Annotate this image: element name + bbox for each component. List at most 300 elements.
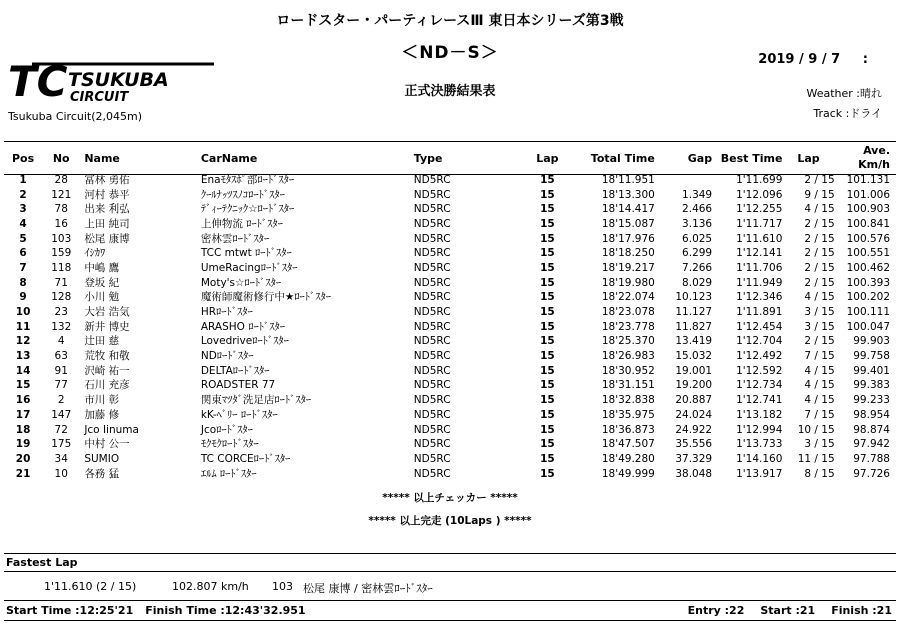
cell-pos: 18 (15, 423, 31, 436)
cell-gap: 11.127 (675, 306, 713, 319)
cell-type: ND5RC (413, 408, 451, 421)
weather-label: Weather :晴れ (806, 87, 882, 100)
cell-laps: 15 (540, 423, 555, 436)
cell-pos: 11 (15, 320, 31, 333)
cell-total-time: 18'32.838 (601, 394, 655, 407)
cell-best-lap: 2 / 15 (804, 173, 835, 186)
cell-best-lap: 2 / 15 (804, 261, 835, 274)
cell-best-time: 1'12.346 (736, 291, 783, 304)
fastest-lap-top-rule (4, 553, 896, 554)
cell-type: ND5RC (413, 350, 451, 363)
col-ave-line1: Ave. (863, 144, 890, 157)
table-top-rule (4, 141, 896, 142)
cell-best-time: 1'11.610 (736, 232, 783, 245)
cell-gap: 35.556 (675, 438, 713, 451)
cell-car-name: Lovedriveﾛｰﾄﾞｽﾀｰ (200, 335, 289, 348)
cell-pos: 7 (19, 261, 27, 274)
cell-ave-speed: 99.383 (853, 379, 890, 392)
cell-no: 132 (51, 320, 72, 333)
table-row (4, 246, 896, 261)
cell-best-lap: 4 / 15 (804, 394, 835, 407)
table-row (4, 437, 896, 452)
footer-top-rule (4, 600, 896, 601)
cell-gap: 1.349 (682, 188, 713, 201)
cell-laps: 15 (540, 306, 555, 319)
cell-total-time: 18'30.952 (601, 364, 655, 377)
cell-ave-speed: 100.047 (846, 320, 890, 333)
cell-pos: 10 (15, 306, 31, 319)
cell-car-name: 関東ﾏﾂﾀﾞ洗足店ﾛｰﾄﾞｽﾀｰ (200, 394, 312, 407)
race-date-value: 2019 / 9 / 7 (758, 52, 841, 67)
cell-gap: 19.001 (675, 364, 713, 377)
cell-laps: 15 (540, 438, 555, 451)
cell-type: ND5RC (413, 467, 451, 480)
cell-gap: 13.419 (675, 335, 713, 348)
cell-driver-name: 登坂 紀 (84, 276, 120, 289)
cell-ave-speed: 100.111 (846, 306, 890, 319)
cell-ave-speed: 98.874 (853, 423, 890, 436)
cell-no: 103 (51, 232, 72, 245)
cell-pos: 17 (15, 408, 31, 421)
cell-laps: 15 (540, 203, 555, 216)
cell-total-time: 18'17.976 (601, 232, 655, 245)
cell-ave-speed: 101.006 (846, 188, 890, 201)
cell-pos: 5 (19, 232, 27, 245)
table-row (4, 188, 896, 203)
cell-ave-speed: 99.401 (853, 364, 890, 377)
cell-best-lap: 11 / 15 (797, 452, 835, 465)
table-row (4, 423, 896, 438)
cell-type: ND5RC (413, 203, 451, 216)
cell-pos: 16 (15, 394, 31, 407)
cell-car-name: DELTAﾛｰﾄﾞｽﾀｰ (200, 364, 270, 377)
col-gap: Gap (687, 151, 713, 165)
cell-best-time: 1'11.717 (736, 217, 783, 230)
cell-gap: 37.329 (675, 452, 713, 465)
results-table (4, 143, 896, 481)
cell-pos: 19 (15, 438, 31, 451)
cell-driver-name: 各務 猛 (84, 467, 120, 480)
start-count: Start :21 (760, 604, 816, 617)
cell-gap: 3.136 (682, 217, 713, 230)
page-title: ロードスター・パーティレースⅢ 東日本シリーズ第3戦 (276, 13, 624, 29)
cell-best-time: 1'12.255 (736, 203, 783, 216)
cell-driver-name: 松尾 康博 (84, 232, 130, 245)
cell-laps: 15 (540, 350, 555, 363)
cell-best-time: 1'12.492 (736, 350, 783, 363)
cell-driver-name: 河村 恭平 (84, 188, 130, 201)
col-carname: CarName (200, 151, 258, 165)
cell-type: ND5RC (413, 335, 451, 348)
fastest-lap-time: 1'11.610 (2 / 15) (44, 580, 137, 593)
cell-no: 71 (54, 276, 68, 289)
class-name: ＜ND－S＞ (401, 43, 499, 63)
cell-total-time: 18'23.778 (601, 320, 655, 333)
cell-total-time: 18'47.507 (601, 438, 655, 451)
cell-pos: 15 (15, 379, 31, 392)
cell-laps: 15 (540, 320, 555, 333)
cell-gap: 2.466 (682, 203, 713, 216)
table-row (4, 261, 896, 276)
cell-laps: 15 (540, 452, 555, 465)
document-type: 正式決勝結果表 (404, 84, 496, 99)
cell-type: ND5RC (413, 291, 451, 304)
cell-best-time: 1'13.733 (736, 438, 783, 451)
logo-text-top: TSUKUBA (68, 69, 169, 91)
cell-best-time: 1'13.182 (736, 408, 783, 421)
cell-best-lap: 10 / 15 (797, 423, 835, 436)
table-row (4, 467, 896, 482)
cell-best-time: 1'13.917 (736, 467, 783, 480)
cell-car-name: TCC mtwt ﾛｰﾄﾞｽﾀｰ (200, 247, 292, 260)
cell-total-time: 18'15.087 (601, 217, 655, 230)
cell-car-name: Jcoﾛｰﾄﾞｽﾀｰ (200, 423, 253, 436)
entry-count: Entry :22 (687, 604, 745, 617)
cell-type: ND5RC (413, 276, 451, 289)
cell-total-time: 18'19.980 (601, 276, 655, 289)
cell-car-name: ﾃﾞｨｰﾃｸﾆｯｸ☆ﾛｰﾄﾞｽﾀｰ (200, 203, 295, 216)
cell-no: 118 (51, 261, 72, 274)
cell-laps: 15 (540, 188, 555, 201)
cell-car-name: 上伸物流 ﾛｰﾄﾞｽﾀｰ (200, 217, 283, 230)
fastest-lap-car-no: 103 (272, 580, 293, 593)
cell-pos: 13 (15, 350, 31, 363)
cell-total-time: 18'11.951 (601, 173, 655, 186)
footer-times (6, 604, 318, 617)
cell-type: ND5RC (413, 423, 451, 436)
cell-gap: 11.827 (675, 320, 713, 333)
col-total-time: Total Time (590, 151, 655, 165)
cell-total-time: 18'25.370 (601, 335, 655, 348)
cell-laps: 15 (540, 335, 555, 348)
table-row (4, 335, 896, 350)
cell-gap: 7.266 (682, 261, 713, 274)
cell-no: 10 (54, 467, 68, 480)
cell-laps: 15 (540, 276, 555, 289)
results-body (4, 173, 896, 481)
finish-time: Finish Time :12:43'32.951 (145, 604, 306, 617)
cell-best-lap: 9 / 15 (804, 188, 835, 201)
col-ave-line2: Km/h (858, 158, 890, 171)
cell-driver-name: 出来 利弘 (84, 203, 130, 216)
cell-no: 121 (51, 188, 72, 201)
finish-note: ***** 以上完走 (10Laps ) ***** (368, 515, 532, 527)
cell-type: ND5RC (413, 261, 451, 274)
cell-best-lap: 4 / 15 (804, 291, 835, 304)
cell-no: 147 (51, 408, 72, 421)
cell-no: 78 (54, 203, 68, 216)
cell-no: 159 (51, 247, 72, 260)
cell-ave-speed: 100.202 (846, 291, 890, 304)
table-row (4, 202, 896, 217)
cell-best-lap: 3 / 15 (804, 320, 835, 333)
cell-laps: 15 (540, 291, 555, 304)
cell-pos: 14 (15, 364, 31, 377)
cell-driver-name: 新井 博史 (84, 320, 130, 333)
cell-no: 77 (54, 379, 68, 392)
cell-laps: 15 (540, 261, 555, 274)
cell-ave-speed: 100.903 (846, 203, 890, 216)
cell-car-name: ｴﾙﾑ ﾛｰﾄﾞｽﾀｰ (200, 467, 257, 480)
logo-text-bottom: CIRCUIT (70, 90, 129, 104)
cell-no: 16 (54, 217, 68, 230)
cell-best-lap: 7 / 15 (804, 408, 835, 421)
cell-type: ND5RC (413, 232, 451, 245)
cell-laps: 15 (540, 173, 555, 186)
col-best-lap: Lap (797, 151, 820, 165)
cell-ave-speed: 97.788 (853, 452, 890, 465)
footer-counts (672, 604, 892, 617)
cell-driver-name: 大岩 浩気 (84, 306, 130, 319)
cell-total-time: 18'23.078 (601, 306, 655, 319)
cell-gap: 20.887 (675, 394, 713, 407)
cell-ave-speed: 99.233 (853, 394, 890, 407)
cell-laps: 15 (540, 247, 555, 260)
cell-type: ND5RC (413, 394, 451, 407)
cell-car-name: kK-ﾍﾞﾘｰ ﾛｰﾄﾞｽﾀｰ (200, 408, 278, 421)
track-label: Track :ドライ (813, 107, 882, 120)
col-no: No (52, 151, 70, 165)
cell-best-lap: 2 / 15 (804, 335, 835, 348)
cell-car-name: ARASHO ﾛｰﾄﾞｽﾀｰ (200, 320, 285, 333)
cell-driver-name: 加藤 修 (84, 408, 120, 421)
cell-no: 28 (54, 173, 68, 186)
cell-no: 63 (54, 350, 68, 363)
logo-mark: TC (8, 58, 68, 104)
table-row (4, 173, 896, 188)
cell-pos: 9 (19, 291, 27, 304)
cell-total-time: 18'18.250 (601, 247, 655, 260)
cell-best-time: 1'12.704 (736, 335, 783, 348)
cell-total-time: 18'22.074 (601, 291, 655, 304)
cell-type: ND5RC (413, 247, 451, 260)
cell-best-time: 1'12.141 (736, 247, 783, 260)
cell-total-time: 18'13.300 (601, 188, 655, 201)
table-row (4, 379, 896, 394)
cell-car-name: NDﾛｰﾄﾞｽﾀｰ (200, 350, 254, 363)
cell-best-time: 1'14.160 (736, 452, 783, 465)
cell-ave-speed: 97.942 (853, 438, 890, 451)
cell-car-name: Moty's☆ﾛｰﾄﾞｽﾀｰ (200, 276, 282, 289)
cell-best-lap: 3 / 15 (804, 438, 835, 451)
cell-best-lap: 4 / 15 (804, 364, 835, 377)
cell-best-lap: 2 / 15 (804, 232, 835, 245)
cell-driver-name: 荒牧 和敬 (84, 350, 130, 363)
table-row (4, 276, 896, 291)
cell-best-time: 1'12.734 (736, 379, 783, 392)
finish-count: Finish :21 (831, 604, 892, 617)
cell-type: ND5RC (413, 173, 451, 186)
cell-type: ND5RC (413, 438, 451, 451)
col-name: Name (84, 151, 120, 165)
cell-best-time: 1'11.699 (736, 173, 783, 186)
cell-total-time: 18'14.417 (601, 203, 655, 216)
cell-best-time: 1'11.949 (736, 276, 783, 289)
cell-ave-speed: 100.462 (846, 261, 890, 274)
cell-laps: 15 (540, 232, 555, 245)
cell-car-name: 密林雲ﾛｰﾄﾞｽﾀｰ (200, 232, 270, 245)
cell-best-time: 1'12.741 (736, 394, 783, 407)
table-row (4, 217, 896, 232)
cell-best-lap: 4 / 15 (804, 203, 835, 216)
cell-gap: 6.299 (682, 247, 713, 260)
cell-total-time: 18'49.999 (601, 467, 655, 480)
cell-no: 72 (54, 423, 68, 436)
cell-pos: 1 (19, 173, 27, 186)
table-row (4, 305, 896, 320)
cell-total-time: 18'35.975 (601, 408, 655, 421)
cell-no: 23 (54, 306, 68, 319)
cell-best-lap: 3 / 15 (804, 306, 835, 319)
cell-pos: 8 (19, 276, 27, 289)
cell-total-time: 18'19.217 (601, 261, 655, 274)
cell-driver-name: 上田 純司 (84, 217, 130, 230)
table-row (4, 408, 896, 423)
cell-ave-speed: 98.954 (853, 408, 890, 421)
cell-driver-name: 石川 充彦 (84, 379, 130, 392)
table-row (4, 232, 896, 247)
cell-total-time: 18'49.280 (601, 452, 655, 465)
cell-pos: 20 (15, 452, 31, 465)
cell-no: 34 (54, 452, 68, 465)
cell-car-name: UmeRacingﾛｰﾄﾞｽﾀｰ (200, 261, 298, 274)
cell-gap: 24.922 (675, 423, 713, 436)
fastest-lap-label: Fastest Lap (6, 556, 78, 569)
cell-type: ND5RC (413, 379, 451, 392)
cell-no: 4 (57, 335, 65, 348)
cell-gap: 38.048 (675, 467, 713, 480)
cell-ave-speed: 100.393 (846, 276, 890, 289)
cell-driver-name: 沢崎 祐一 (84, 364, 130, 377)
cell-best-time: 1'11.891 (736, 306, 783, 319)
cell-driver-name: SUMIO (84, 452, 120, 465)
cell-gap: 8.029 (682, 276, 713, 289)
cell-laps: 15 (540, 394, 555, 407)
cell-laps: 15 (540, 217, 555, 230)
cell-car-name: ROADSTER 77 (200, 379, 276, 392)
cell-no: 2 (57, 394, 65, 407)
cell-pos: 21 (15, 467, 31, 480)
tsukuba-circuit-logo (6, 58, 216, 108)
cell-gap (655, 173, 712, 188)
cell-car-name: TC CORCEﾛｰﾄﾞｽﾀｰ (200, 452, 291, 465)
cell-ave-speed: 97.726 (853, 467, 890, 480)
col-pos: Pos (11, 151, 35, 165)
cell-driver-name: 冨林 勇佑 (84, 173, 130, 186)
fastest-lap-speed: 102.807 km/h (172, 580, 249, 593)
cell-car-name: ｸｰﾙﾅｯﾂｽﾉｺﾛｰﾄﾞｽﾀｰ (200, 188, 285, 201)
cell-car-name: 魔術師魔術修行中★ﾛｰﾄﾞｽﾀｰ (200, 291, 332, 304)
cell-best-time: 1'12.592 (736, 364, 783, 377)
cell-type: ND5RC (413, 188, 451, 201)
cell-pos: 3 (19, 203, 27, 216)
footer-bottom-rule (4, 620, 896, 621)
cell-driver-name: 市川 彰 (84, 394, 120, 407)
cell-ave-speed: 99.758 (853, 350, 890, 363)
col-type: Type (413, 151, 443, 165)
cell-no: 175 (51, 438, 72, 451)
cell-total-time: 18'26.983 (601, 350, 655, 363)
cell-best-lap: 4 / 15 (804, 379, 835, 392)
cell-pos: 2 (19, 188, 27, 201)
fastest-lap-driver: 松尾 康博 / 密林雲ﾛｰﾄﾞｽﾀｰ (303, 582, 433, 595)
checker-note: ***** 以上チェッカー ***** (382, 492, 518, 504)
cell-ave-speed: 101.131 (846, 173, 890, 186)
table-row (4, 364, 896, 379)
logo-graphic (6, 58, 216, 104)
cell-type: ND5RC (413, 452, 451, 465)
cell-gap: 10.123 (675, 291, 713, 304)
cell-gap: 15.032 (675, 350, 713, 363)
cell-car-name: Enaﾓﾀｽﾎﾟ部ﾛｰﾄﾞｽﾀｰ (200, 173, 295, 186)
cell-pos: 4 (19, 217, 27, 230)
cell-ave-speed: 100.576 (846, 232, 890, 245)
cell-best-lap: 2 / 15 (804, 217, 835, 230)
cell-ave-speed: 99.903 (853, 335, 890, 348)
cell-best-lap: 2 / 15 (804, 276, 835, 289)
cell-gap: 6.025 (682, 232, 713, 245)
cell-best-lap: 7 / 15 (804, 350, 835, 363)
cell-best-time: 1'12.096 (736, 188, 783, 201)
cell-laps: 15 (540, 379, 555, 392)
table-row (4, 291, 896, 306)
table-row (4, 349, 896, 364)
cell-driver-name: Jco Iinuma (84, 423, 139, 436)
cell-best-time: 1'12.454 (736, 320, 783, 333)
cell-best-time: 1'12.994 (736, 423, 783, 436)
table-row (4, 393, 896, 408)
col-ave (835, 143, 896, 173)
cell-gap: 24.024 (675, 408, 713, 421)
cell-best-lap: 2 / 15 (804, 247, 835, 260)
col-best-time: Best Time (720, 151, 783, 165)
cell-ave-speed: 100.551 (846, 247, 890, 260)
fastest-lap-label-rule (4, 571, 896, 572)
race-date (758, 52, 868, 67)
cell-pos: 12 (15, 335, 31, 348)
cell-car-name: HRﾛｰﾄﾞｽﾀｰ (200, 306, 253, 319)
cell-type: ND5RC (413, 364, 451, 377)
cell-total-time: 18'31.151 (601, 379, 655, 392)
race-date-suffix: : (862, 52, 868, 67)
cell-laps: 15 (540, 467, 555, 480)
cell-total-time: 18'36.873 (601, 423, 655, 436)
table-header-row (4, 143, 896, 173)
cell-ave-speed: 100.841 (846, 217, 890, 230)
cell-driver-name: 辻田 慈 (84, 335, 120, 348)
cell-best-time: 1'11.706 (736, 261, 783, 274)
cell-driver-name: 中嶋 鷹 (84, 261, 120, 274)
cell-driver-name: 中村 公一 (84, 438, 130, 451)
cell-driver-name: ｲｼｶﾜ (84, 247, 106, 260)
cell-no: 128 (51, 291, 72, 304)
cell-gap: 19.200 (675, 379, 713, 392)
cell-car-name: ﾓｸﾓｸﾛｰﾄﾞｽﾀｰ (200, 438, 259, 451)
cell-type: ND5RC (413, 217, 451, 230)
cell-type: ND5RC (413, 320, 451, 333)
cell-best-lap: 8 / 15 (804, 467, 835, 480)
col-lap: Lap (536, 151, 559, 165)
start-time: Start Time :12:25'21 (6, 604, 134, 617)
cell-pos: 6 (19, 247, 27, 260)
table-row (4, 320, 896, 335)
cell-type: ND5RC (413, 306, 451, 319)
circuit-name: Tsukuba Circuit(2,045m) (8, 110, 143, 123)
cell-no: 91 (54, 364, 68, 377)
cell-laps: 15 (540, 364, 555, 377)
table-row (4, 452, 896, 467)
cell-driver-name: 小川 勉 (84, 291, 120, 304)
